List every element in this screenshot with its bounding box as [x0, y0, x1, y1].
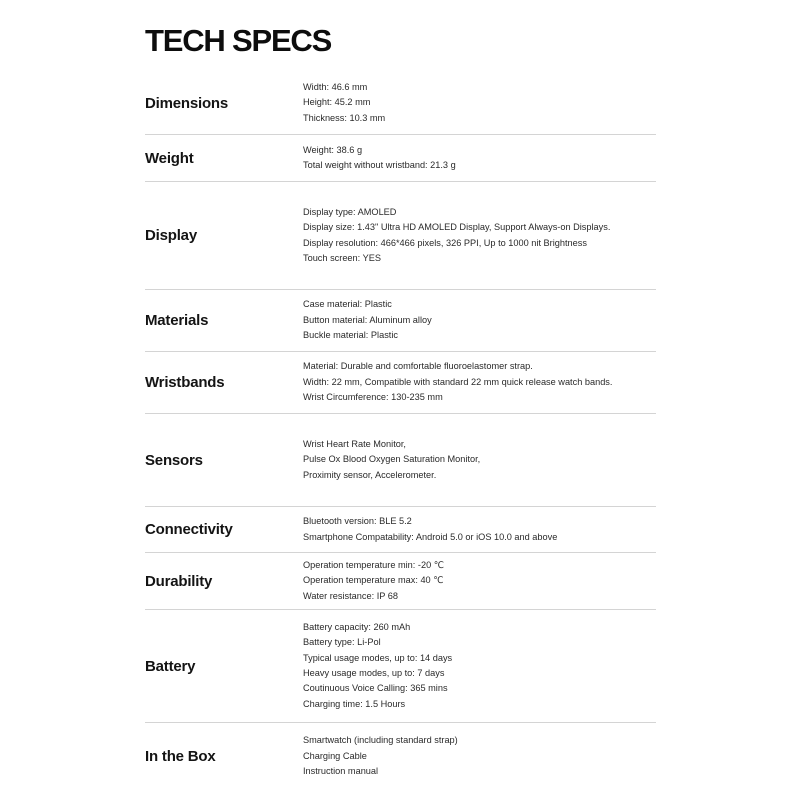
spec-value: Touch screen: YES	[303, 252, 381, 263]
spec-value: Weight: 38.6 g	[303, 144, 363, 155]
spec-value: Heavy usage modes, up to: 7 days	[303, 668, 445, 678]
spec-row-in-the-box	[145, 723, 656, 790]
spec-values	[303, 205, 656, 267]
spec-label: Durability	[145, 572, 213, 590]
spec-row-display	[145, 182, 656, 290]
spec-value: Charging Cable	[303, 750, 367, 761]
spec-label: Sensors	[145, 451, 203, 469]
spec-value: Operation temperature max: 40 ℃	[303, 575, 444, 586]
spec-values	[303, 80, 656, 126]
spec-label: Dimensions	[145, 94, 229, 112]
spec-label: Connectivity	[145, 521, 233, 538]
spec-label: Weight	[145, 149, 194, 167]
spec-value: Wrist Circumference: 130-235 mm	[303, 392, 443, 403]
spec-value: Thickness: 10.3 mm	[303, 112, 386, 123]
spec-value: Button material: Aluminum alloy	[303, 314, 432, 325]
spec-value: Display type: AMOLED	[303, 206, 397, 217]
spec-value: Bluetooth version: BLE 5.2	[303, 516, 412, 527]
spec-label: Battery	[145, 657, 196, 675]
spec-value: Display resolution: 466*466 pixels, 326 PPI, Up to 1000 nit Brightness	[303, 237, 587, 248]
spec-label: Wristbands	[145, 374, 225, 391]
spec-values	[303, 558, 656, 604]
spec-values	[303, 620, 656, 712]
spec-value: Smartwatch (including standard strap)	[303, 735, 458, 746]
spec-value: Buckle material: Plastic	[303, 330, 398, 341]
spec-values	[303, 514, 656, 545]
spec-value: Display size: 1.43" Ultra HD AMOLED Display, Support Always-on Displays.	[303, 222, 611, 233]
spec-value: Operation temperature min: -20 ℃	[303, 559, 445, 570]
spec-value: Smartphone Compatability: Android 5.0 or iOS 10.0 and above	[303, 531, 558, 542]
spec-value: Coutinuous Voice Calling: 365 mins	[303, 683, 448, 694]
spec-row-connectivity	[145, 507, 656, 553]
spec-value: Proximity sensor, Accelerometer.	[303, 469, 437, 480]
spec-values	[303, 359, 656, 405]
spec-row-durability	[145, 553, 656, 610]
spec-row-dimensions	[145, 72, 656, 135]
spec-row-weight	[145, 135, 656, 182]
spec-value: Total weight without wristband: 21.3 g	[303, 160, 456, 170]
spec-value: Typical usage modes, up to: 14 days	[303, 652, 453, 663]
page-title: TECH SPECS	[145, 23, 332, 58]
spec-value: Pulse Ox Blood Oxygen Saturation Monitor,	[303, 454, 481, 465]
spec-value: Height: 45.2 mm	[303, 97, 371, 108]
spec-row-wristbands	[145, 352, 656, 414]
spec-values	[303, 143, 656, 174]
spec-values	[303, 437, 656, 483]
spec-value: Width: 46.6 mm	[303, 81, 368, 92]
spec-value: Water resistance: IP 68	[303, 590, 398, 601]
spec-value: Battery type: Li-Pol	[303, 637, 381, 648]
spec-label: Materials	[145, 312, 209, 329]
spec-value: Case material: Plastic	[303, 299, 392, 310]
spec-value: Instruction manual	[303, 766, 379, 777]
spec-value: Material: Durable and comfortable fluoroelastomer strap.	[303, 361, 533, 372]
spec-row-sensors	[145, 414, 656, 507]
spec-row-battery	[145, 610, 656, 723]
spec-values	[303, 297, 656, 343]
spec-row-materials	[145, 290, 656, 352]
spec-label: In the Box	[145, 748, 216, 765]
spec-label: Display	[145, 227, 197, 244]
spec-value: Wrist Heart Rate Monitor,	[303, 438, 406, 449]
spec-value: Charging time: 1.5 Hours	[303, 698, 406, 709]
spec-value: Battery capacity: 260 mAh	[303, 621, 411, 632]
spec-values	[303, 733, 656, 779]
spec-value: Width: 22 mm, Compatible with standard 22 mm quick release watch bands.	[303, 376, 613, 387]
